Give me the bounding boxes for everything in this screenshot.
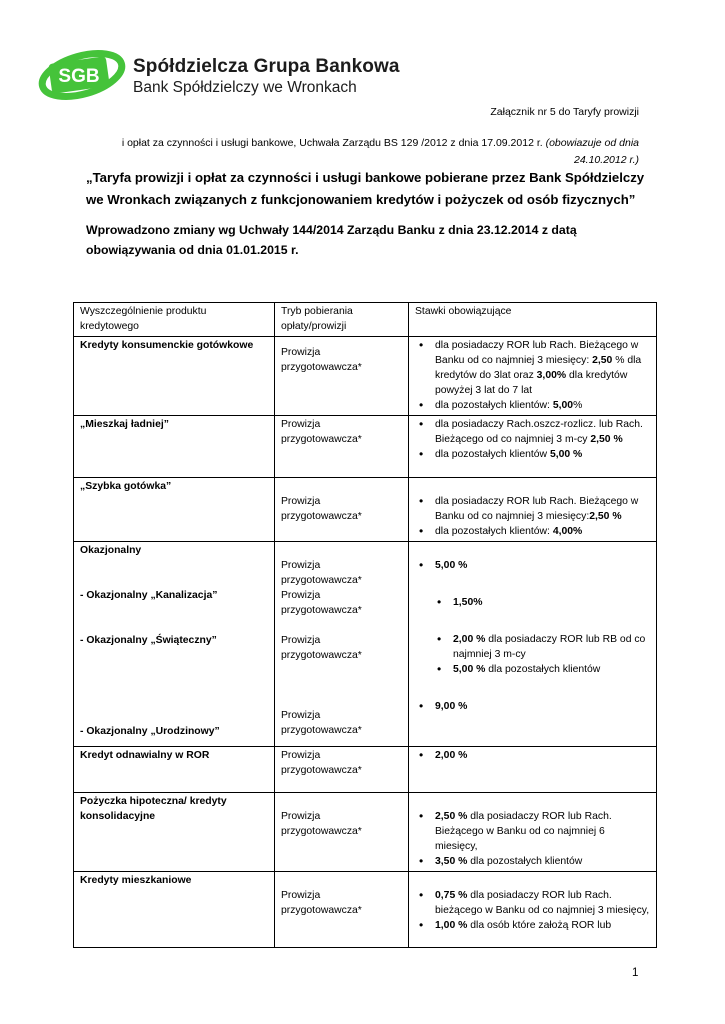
fee-cell: Prowizja przygotowawcza*	[275, 416, 409, 478]
product-urodzinowy: - Okazjonalny „Urodzinowy”	[80, 726, 220, 737]
list-item: • 5,00 % dla pozostałych klientów	[433, 662, 650, 677]
fee-cell: Prowizja przygotowawcza*	[275, 478, 409, 542]
list-item: • dla pozostałych klientów: 4,00%	[415, 524, 650, 539]
table-header-row	[74, 303, 657, 337]
table-row	[74, 337, 657, 416]
product-okazjonalny: Okazjonalny	[80, 545, 142, 556]
list-item: • 1,50%	[433, 595, 650, 610]
document-title: „Taryfa prowizji i opłat za czynności i usługi bankowe pobierane przez Bank Spółdzielczy we Wronkach związanych z funkcjonowaniem kredytów i pożyczek od osób fizycznych”	[86, 170, 645, 207]
list-item: • dla posiadaczy ROR lub Rach. Bieżącego w Banku od co najmniej 3 miesięcy: 2,50 % dla kredytów do 3lat oraz 3,00% dla kredytów powyżej 3 lat do 7 lat	[415, 338, 650, 398]
fee-cell: Prowizja przygotowawcza*	[275, 872, 409, 948]
list-item: • 2,00 %	[415, 748, 650, 763]
fee-cell: Prowizja przygotowawcza* Prowizja przygotowawcza* Prowizja przygotowawcza* Prowizja przygotowawcza*	[275, 542, 409, 747]
sgb-logo	[36, 44, 126, 104]
header-product: Wyszczególnienie produktu kredytowego	[74, 303, 275, 337]
product-cell: „Mieszkaj ładniej”	[74, 416, 275, 478]
fee-cell: Prowizja przygotowawcza*	[275, 793, 409, 872]
header-rates: Stawki obowiązujące	[409, 303, 657, 337]
list-item: • 9,00 %	[415, 699, 650, 714]
table-row	[74, 793, 657, 872]
changes-note: Wprowadzono zmiany wg Uchwały 144/2014 Zarządu Banku z dnia 23.12.2014 z datą obowiązywania od dnia 01.01.2015 r.	[86, 223, 577, 257]
list-item: • 3,50 % dla pozostałych klientów	[415, 854, 650, 869]
resolution-note	[80, 135, 639, 169]
list-item: • 0,75 % dla posiadaczy ROR lub Rach. bieżącego w Banku od co najmniej 3 miesięcy,	[415, 888, 650, 918]
list-item: • dla pozostałych klientów 5,00 %	[415, 447, 650, 462]
product-cell: „Szybka gotówka”	[74, 478, 275, 542]
fee-cell: Prowizja przygotowawcza*	[275, 747, 409, 793]
rates-cell	[409, 872, 657, 948]
list-item: • 5,00 %	[415, 558, 650, 573]
list-item: • dla posiadaczy Rach.oszcz-rozlicz. lub Rach. Bieżącego od co najmniej 3 m-cy 2,50 %	[415, 417, 650, 447]
rates-cell	[409, 542, 657, 747]
annex-note: Załącznik nr 5 do Taryfy prowizji	[490, 106, 639, 118]
product-cell	[74, 542, 275, 747]
product-cell: Kredyty mieszkaniowe	[74, 872, 275, 948]
table-row	[74, 872, 657, 948]
list-item: • dla posiadaczy ROR lub Rach. Bieżącego w Banku od co najmniej 3 miesięcy:2,50 %	[415, 494, 650, 524]
product-cell: Kredyt odnawialny w ROR	[74, 747, 275, 793]
logo-text: SGB	[58, 66, 100, 87]
rates-cell	[409, 747, 657, 793]
resolution-validity: (obowiazuje od dnia 24.10.2012 r.)	[545, 137, 639, 166]
table-row	[74, 747, 657, 793]
product-kanalizacja: - Okazjonalny „Kanalizacja”	[80, 590, 218, 601]
list-item: • 2,50 % dla posiadaczy ROR lub Rach. Bieżącego w Banku od co najmniej 6 miesięcy,	[415, 809, 650, 854]
list-item: • 1,00 % dla osób które założą ROR lub	[415, 918, 650, 933]
rates-cell	[409, 478, 657, 542]
rates-cell	[409, 793, 657, 872]
product-swiateczny: - Okazjonalny „Świąteczny”	[80, 635, 217, 646]
table-row	[74, 542, 657, 747]
fee-cell: Prowizja przygotowawcza*	[275, 337, 409, 416]
bank-name: Spółdzielcza Grupa Bankowa	[133, 56, 400, 77]
rates-cell	[409, 337, 657, 416]
resolution-text: i opłat za czynności i usługi bankowe, Uchwała Zarządu BS 129 /2012 z dnia 17.09.2012 r.	[121, 137, 543, 149]
table-row	[74, 416, 657, 478]
header-mode: Tryb pobierania opłaty/prowizji	[275, 303, 409, 337]
bank-subtitle: Bank Spółdzielczy we Wronkach	[133, 79, 357, 96]
list-item: • dla pozostałych klientów: 5,00%	[415, 398, 650, 413]
fees-table	[73, 302, 657, 948]
page-number: 1	[632, 967, 639, 979]
rates-cell	[409, 416, 657, 478]
product-cell: Pożyczka hipoteczna/ kredyty konsolidacyjne	[74, 793, 275, 872]
product-cell: Kredyty konsumenckie gotówkowe	[74, 337, 275, 416]
list-item: • 2,00 % dla posiadaczy ROR lub RB od co najmniej 3 m-cy	[433, 632, 650, 662]
table-row	[74, 478, 657, 542]
